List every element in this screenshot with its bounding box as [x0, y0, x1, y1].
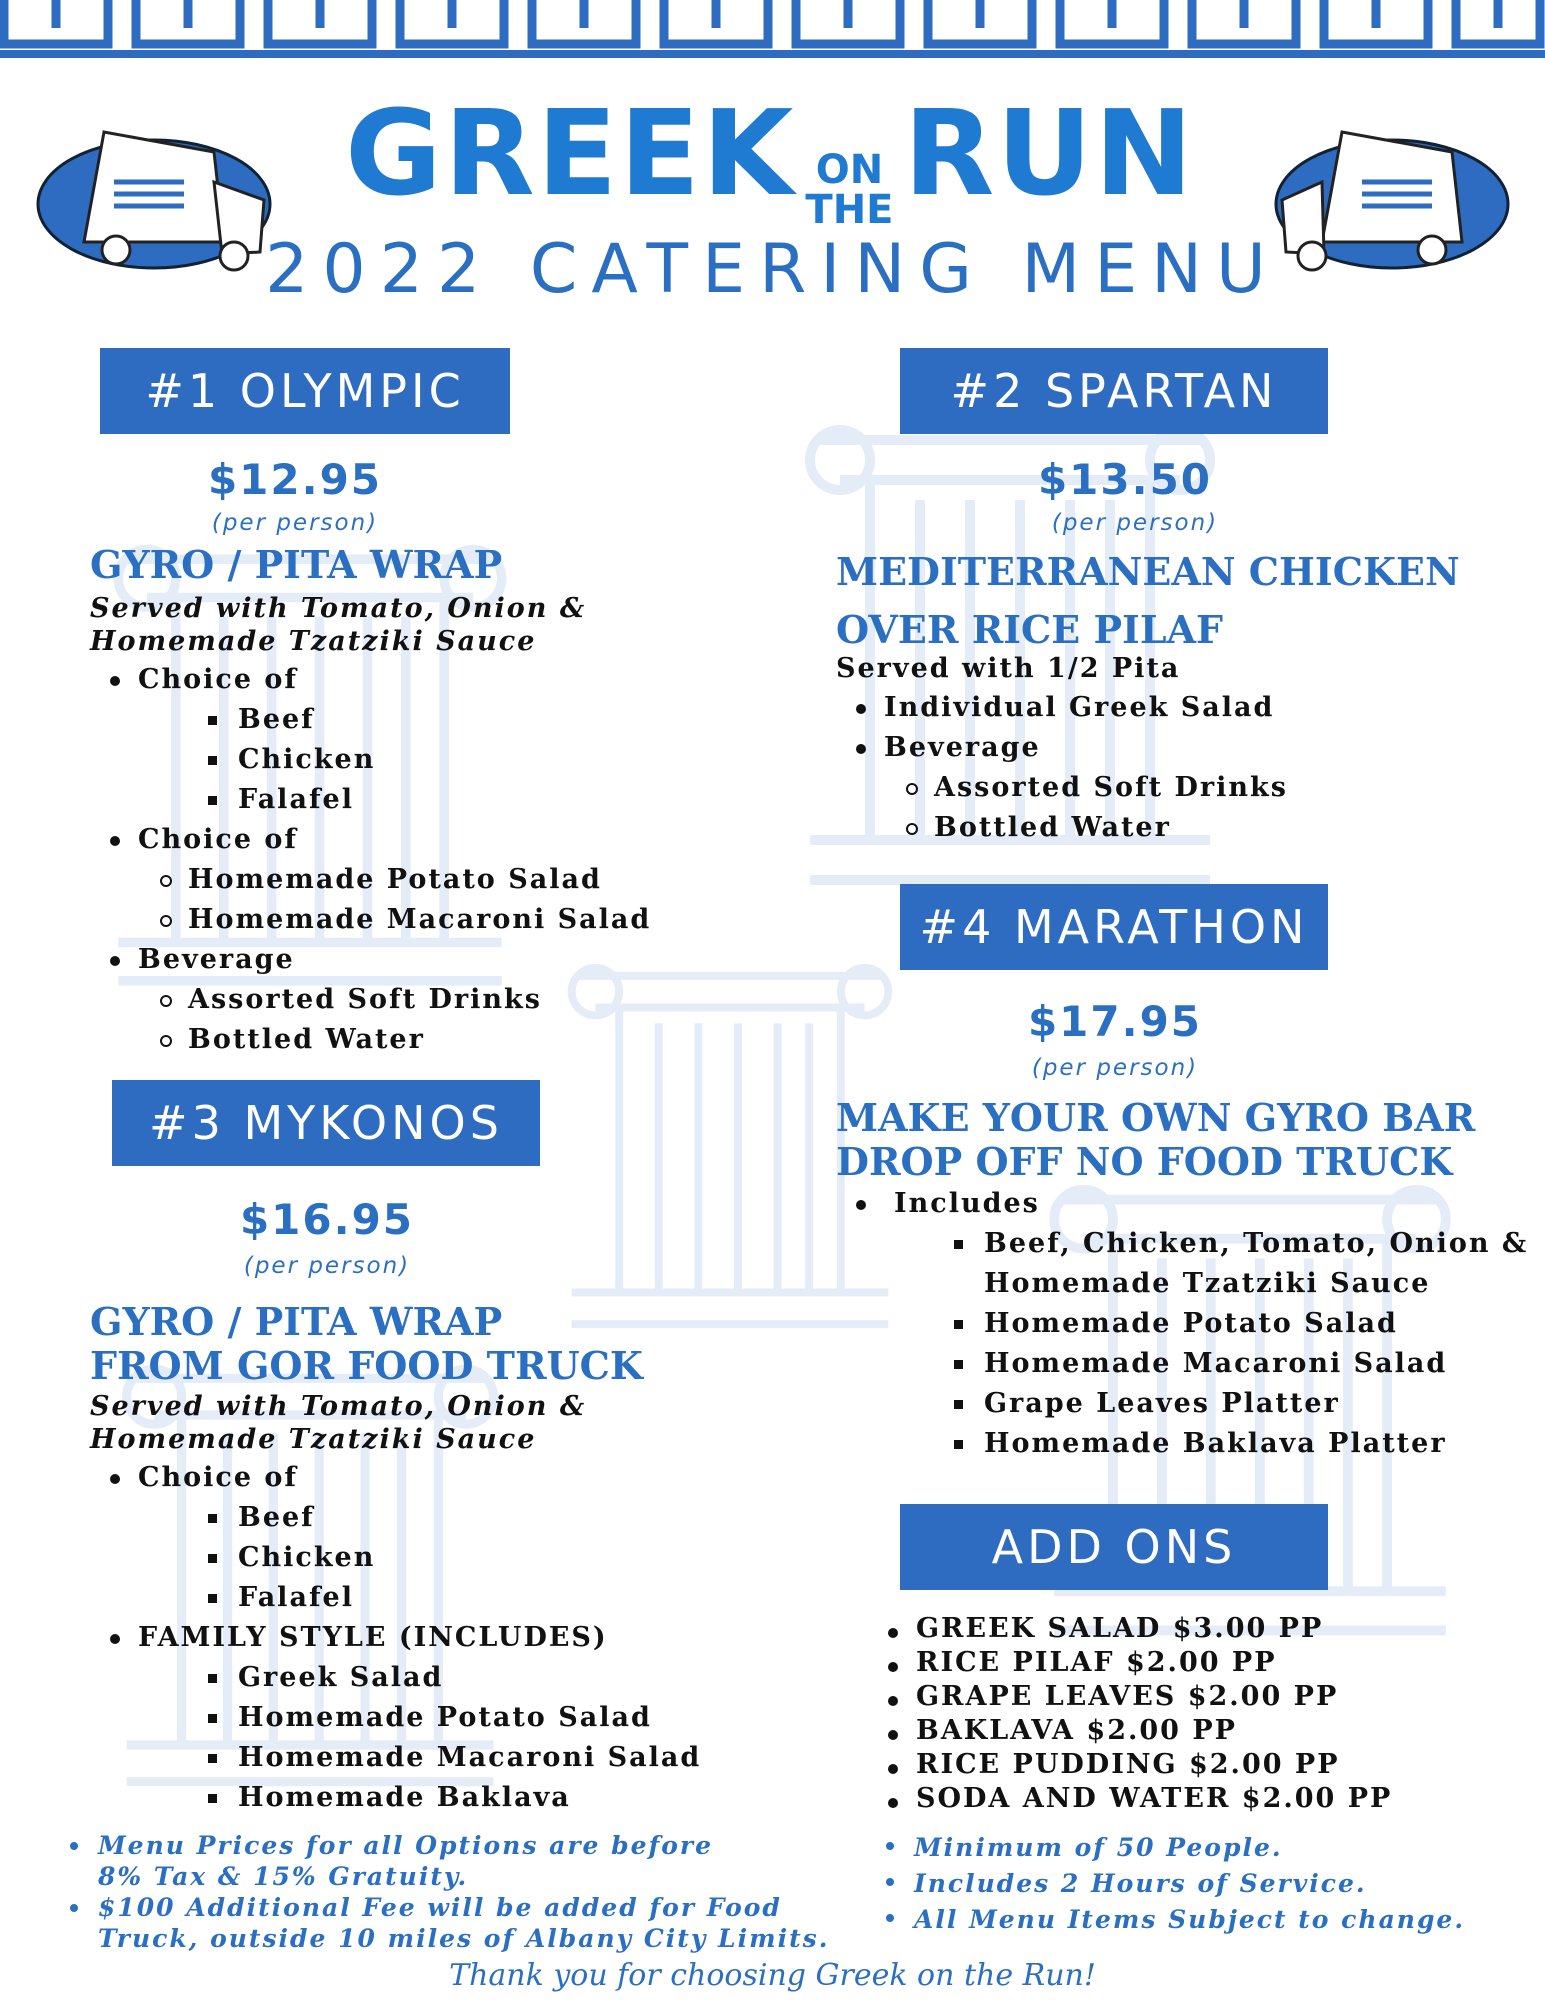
note-item: Includes 2 Hours of Service.: [880, 1866, 1465, 1902]
list-item: Falafel: [90, 780, 651, 820]
notes-right: [880, 1830, 1465, 1938]
list-item: Assorted Soft Drinks: [836, 768, 1288, 808]
list-item: Choice of: [90, 660, 651, 700]
addons-banner: ADD ONS: [900, 1504, 1328, 1590]
olympic-served-line-2: Homemade Tzatziki Sauce: [90, 626, 537, 657]
list-item: GREEK SALAD $3.00 PP: [868, 1612, 1392, 1646]
spartan-banner: #2 SPARTAN: [900, 348, 1328, 434]
note-item: Minimum of 50 People.: [880, 1830, 1465, 1866]
marathon-banner: #4 MARATHON: [900, 884, 1328, 970]
list-item: Greek Salad: [90, 1658, 701, 1698]
list-item: Beverage: [90, 940, 651, 980]
list-item: Beverage: [836, 728, 1288, 768]
logo-word-run: RUN: [903, 84, 1195, 222]
mykonos-per-person: (per person): [243, 1253, 411, 1279]
list-item: FAMILY STYLE (INCLUDES): [90, 1618, 701, 1658]
list-item: Choice of: [90, 1458, 701, 1498]
marathon-title-line-2: DROP OFF NO FOOD TRUCK: [836, 1139, 1453, 1184]
mykonos-banner: #3 MYKONOS: [112, 1080, 540, 1166]
spartan-title-line-2: OVER RICE PILAF: [836, 607, 1224, 652]
notes-left: [64, 1830, 829, 1954]
marathon-price: $17.95: [1027, 997, 1203, 1046]
olympic-served: [90, 592, 586, 658]
list-item: Homemade Potato Salad: [90, 1698, 701, 1738]
list-item: Chicken: [90, 740, 651, 780]
brand-logo: [330, 84, 1210, 233]
logo-on: ON: [815, 146, 884, 193]
list-item: RICE PUDDING $2.00 PP: [868, 1748, 1392, 1782]
list-item: Grape Leaves Platter: [836, 1384, 1528, 1424]
list-item: Bottled Water: [836, 808, 1288, 848]
logo-on-the: [805, 146, 894, 233]
list-item: Homemade Macaroni Salad: [836, 1344, 1528, 1384]
footer-thanks: Thank you for choosing Greek on the Run!: [449, 1958, 1096, 1993]
note-line: $100 Additional Fee will be added for Food: [98, 1893, 782, 1922]
addons-list: [868, 1612, 1392, 1816]
greek-key-border-icon: [0, 0, 1545, 58]
mykonos-title: [90, 1300, 643, 1388]
spartan-list: [836, 688, 1288, 848]
list-item: Includes: [836, 1184, 1528, 1224]
mykonos-price: $16.95: [239, 1195, 415, 1244]
list-item: Assorted Soft Drinks: [90, 980, 651, 1020]
list-item: Homemade Macaroni Salad: [90, 1738, 701, 1778]
list-item: Beef: [90, 1498, 701, 1538]
olympic-served-line-1: Served with Tomato, Onion &: [90, 593, 587, 624]
list-item: Chicken: [90, 1538, 701, 1578]
list-item: Homemade Potato Salad: [90, 860, 651, 900]
mykonos-served-line-2: Homemade Tzatziki Sauce: [90, 1424, 537, 1455]
logo-the: THE: [805, 186, 894, 233]
spartan-title: [836, 543, 1460, 659]
note-item: [64, 1892, 829, 1954]
marathon-per-person: (per person): [1031, 1055, 1199, 1081]
list-item: Homemade Baklava Platter: [836, 1424, 1528, 1464]
list-item: SODA AND WATER $2.00 PP: [868, 1782, 1392, 1816]
spartan-title-line-1: MEDITERRANEAN CHICKEN: [836, 549, 1460, 594]
list-item: Falafel: [90, 1578, 701, 1618]
mykonos-list: [90, 1458, 701, 1818]
spartan-served: Served with 1/2 Pita: [836, 653, 1181, 684]
list-item: GRAPE LEAVES $2.00 PP: [868, 1680, 1392, 1714]
olympic-title: GYRO / PITA WRAP: [90, 542, 503, 587]
list-item: BAKLAVA $2.00 PP: [868, 1714, 1392, 1748]
note-line: Truck, outside 10 miles of Albany City Limits.: [98, 1924, 830, 1953]
list-item: Homemade Potato Salad: [836, 1304, 1528, 1344]
note-item: [64, 1830, 829, 1892]
mykonos-title-line-1: GYRO / PITA WRAP: [90, 1299, 503, 1344]
olympic-price: $12.95: [207, 455, 383, 504]
olympic-banner: #1 OLYMPIC: [100, 348, 510, 434]
list-item: Bottled Water: [90, 1020, 651, 1060]
marathon-title: [836, 1096, 1475, 1184]
mykonos-served: [90, 1390, 586, 1456]
note-item: All Menu Items Subject to change.: [880, 1902, 1465, 1938]
list-item: Homemade Baklava: [90, 1778, 701, 1818]
list-item: RICE PILAF $2.00 PP: [868, 1646, 1392, 1680]
marathon-title-line-1: MAKE YOUR OWN GYRO BAR: [836, 1095, 1476, 1140]
olympic-list: [90, 660, 651, 1060]
list-item: Homemade Macaroni Salad: [90, 900, 651, 940]
page-subtitle: 2022 CATERING MENU: [265, 230, 1280, 309]
note-line: 8% Tax & 15% Gratuity.: [98, 1862, 469, 1891]
spartan-per-person: (per person): [1051, 510, 1219, 536]
mykonos-title-line-2: FROM GOR FOOD TRUCK: [90, 1343, 643, 1388]
list-item: Homemade Tzatziki Sauce: [984, 1268, 1431, 1299]
marathon-list: [836, 1184, 1528, 1464]
logo-word-greek: GREEK: [345, 84, 796, 222]
spartan-price: $13.50: [1037, 455, 1213, 504]
list-item: Individual Greek Salad: [836, 688, 1288, 728]
note-line: Menu Prices for all Options are before: [98, 1831, 714, 1860]
list-item: Beef, Chicken, Tomato, Onion &: [836, 1224, 1528, 1264]
list-item: Choice of: [90, 820, 651, 860]
olympic-per-person: (per person): [211, 510, 379, 536]
mykonos-served-line-1: Served with Tomato, Onion &: [90, 1391, 587, 1422]
list-item: Beef: [90, 700, 651, 740]
